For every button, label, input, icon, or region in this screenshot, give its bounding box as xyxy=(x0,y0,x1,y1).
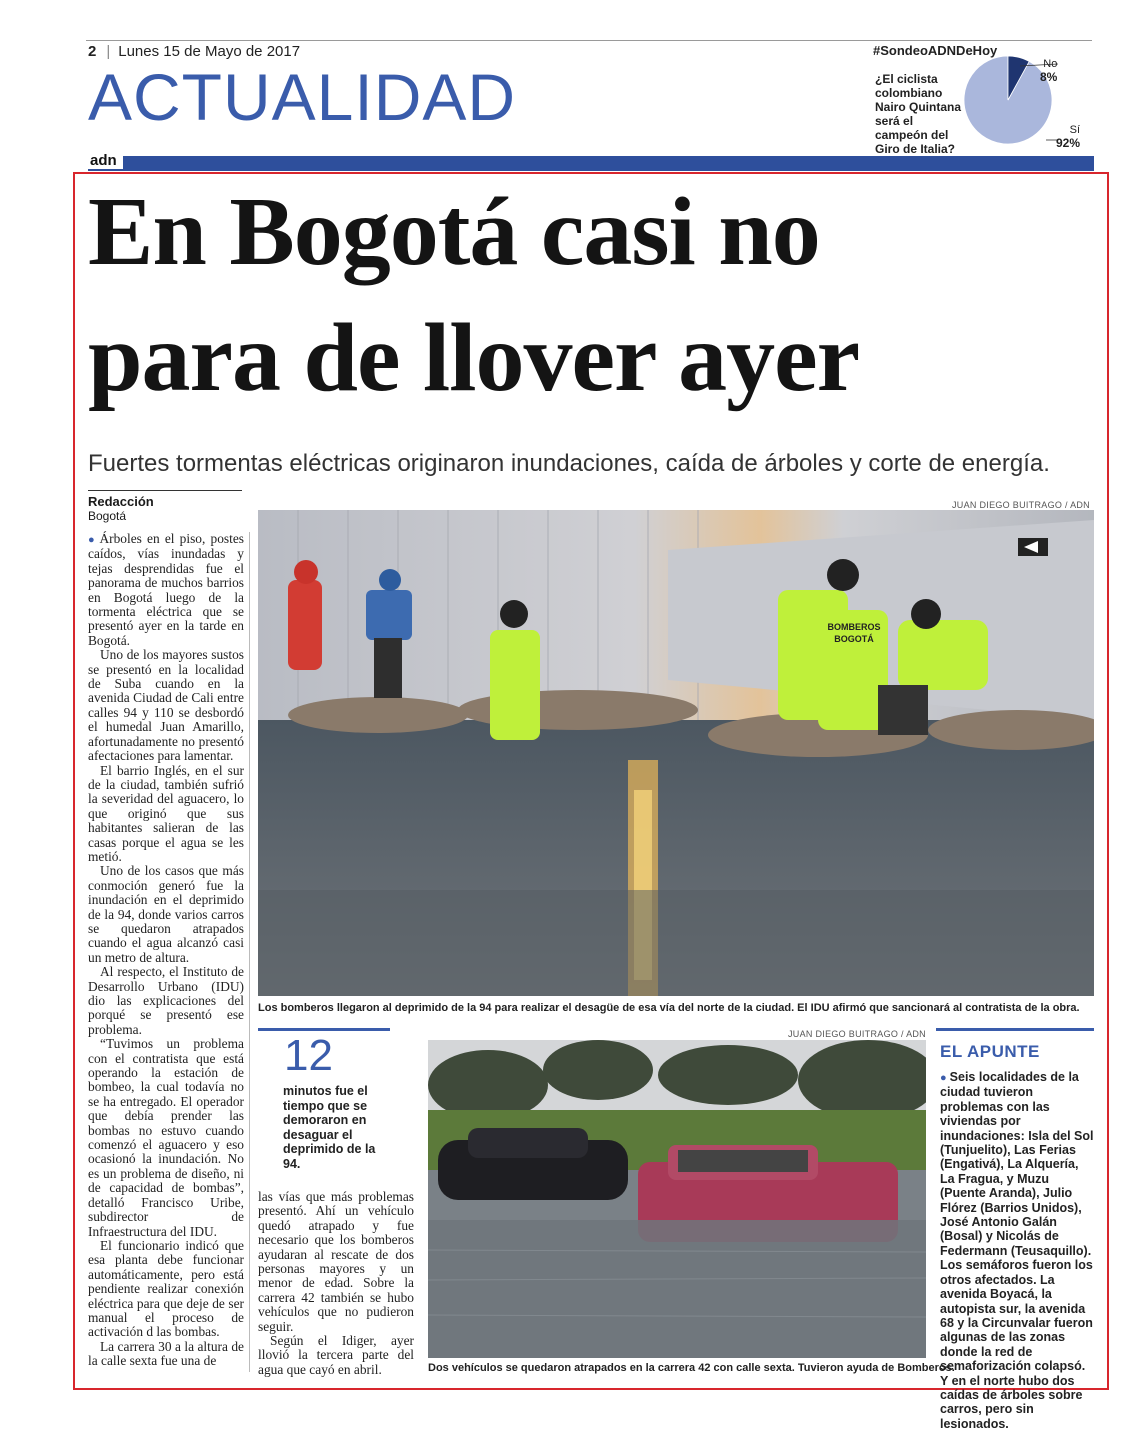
article-column-2 xyxy=(258,1190,414,1377)
bullet-dot-icon: ● xyxy=(88,534,97,546)
stat-number: 12 xyxy=(284,1031,333,1080)
pie-label-no xyxy=(1040,58,1057,84)
pie-label-si-value: 92% xyxy=(1056,136,1081,150)
apunte-paragraph: Y en el norte hubo dos caídas de árboles sobre carros, pero sin lesionados. xyxy=(940,1373,1083,1431)
photo-flooded-cars-image xyxy=(428,1040,926,1358)
photo-firefighters-image xyxy=(258,510,1094,996)
paragraph: La carrera 30 a la altura de la calle sexta fue una de xyxy=(88,1338,244,1369)
page-number: 2 xyxy=(88,43,97,60)
pie-label-no-value: 8% xyxy=(1040,70,1058,84)
paragraph: ● Árboles en el piso, postes caídos, vías inundadas y tejas desprendidas fue el panorama de muchos barrios en Bogotá luego de la tormenta eléctrica que se presentó ayer en la tarde en Bogotá. xyxy=(88,531,244,648)
brand-bar xyxy=(88,152,1094,171)
jacket-text-1: BOMBEROS xyxy=(827,622,881,632)
photo2-caption: Dos vehículos se quedaron atrapados en la carrera 42 con calle sexta. Tuvieron ayuda de Bomberos. xyxy=(428,1362,955,1374)
paragraph: Al respecto, el Instituto de Desarrollo Urbano (IDU) dio las explicaciones del porqué se presentó ese problema. xyxy=(88,964,244,1037)
header-separator: | xyxy=(106,43,111,60)
apunte-paragraph: ● Seis localidades de la ciudad tuvieron problemas con las viviendas por inundaciones: Isla del Sol (Tunjuelito), Las Ferias (Engativá), La Alquería, La Fragua, y Muzu (Puente Aranda), Julio Flórez (Barrios Unidos), José Antonio Galán (Bosal) y Nicolás de Federmann (Teusaquillo). xyxy=(940,1070,1094,1258)
pie-label-no-name: No xyxy=(1043,58,1058,70)
poll-question: ¿El ciclista colombiano Nairo Quintana será el campeón del Giro de Italia? xyxy=(875,72,962,156)
poll-hashtag: #SondeoADNDeHoy xyxy=(873,43,998,58)
byline-rule xyxy=(88,490,242,491)
subheadline: Fuertes tormentas eléctricas originaron inundaciones, caída de árboles y corte de energía. xyxy=(88,450,1050,477)
paragraph: El barrio Inglés, en el sur de la ciudad, también sufrió la severidad del aguacero, lo que originó que sus habitantes salieran de las casas porque el agua se les metió. xyxy=(88,762,244,864)
issue-date: Lunes 15 de Mayo de 2017 xyxy=(118,43,301,60)
apunte-rule xyxy=(936,1028,1094,1031)
paragraph: Uno de los casos que más conmoción generó fue la inundación en el deprimido de la 94, donde varios carros se quedaron atrapados cuando el agua alcanzó casi un metro de altura. xyxy=(88,863,244,965)
page-header xyxy=(88,43,300,60)
photo2-credit: JUAN DIEGO BUITRAGO / ADN xyxy=(787,1029,926,1039)
apunte-title: EL APUNTE xyxy=(940,1042,1040,1061)
top-rule xyxy=(86,40,1092,41)
jacket-text-2: BOGOTÁ xyxy=(834,634,874,644)
stat-text: minutos fue el tiempo que se demoraron en desaguar el deprimido de la 94. xyxy=(283,1084,376,1171)
photo-flooded-cars xyxy=(428,1040,926,1358)
photo-firefighters xyxy=(258,510,1094,996)
apunte-paragraph: Los semáforos fueron los otros afectados. La avenida Boyacá, la autopista sur, la avenida 68 y la Circunvalar fueron algunas de las zonas donde la red de semaforización colapsó. xyxy=(940,1258,1093,1374)
pie-label-si-name: Sí xyxy=(1069,124,1081,136)
paragraph: Según el Idiger, ayer llovió la tercera parte del agua que cayó en abril. xyxy=(258,1333,414,1377)
apunte-body xyxy=(940,1070,1096,1431)
bullet-dot-icon: ● xyxy=(940,1072,947,1084)
headline-line-1: En Bogotá casi no xyxy=(88,178,820,286)
paragraph: Uno de los mayores sustos se presentó en la localidad de Suba cuando en la avenida Ciudad de Cali entre calles 94 y 110 se desbordó el humedal Juan Amarillo, afortunadamente no presentó afectaciones para lamentar. xyxy=(88,647,244,764)
column-divider xyxy=(249,532,250,1372)
section-title: ACTUALIDAD xyxy=(88,60,517,134)
paragraph: El funcionario indicó que esa planta debe funcionar automáticamente, pero está pendiente realizar conexión eléctrica para que deje de ser manual el proceso de activación d las bombas. xyxy=(88,1237,244,1340)
photo1-caption: Los bomberos llegaron al deprimido de la 94 para realizar el desagüe de esa vía del norte de la ciudad. El IDU afirmó que sancionará al contratista de la obra. xyxy=(258,1002,1080,1014)
byline: Redacción xyxy=(88,494,154,509)
paragraph: las vías que más problemas presentó. Ahí un vehículo quedó atrapado y fue necesario que los bomberos ayudaran al rescate de dos personas mayores y un menor de edad. Sobre la carrera 42 también se hubo vehículos que no pudieron seguir. xyxy=(258,1189,414,1334)
article-column-1 xyxy=(88,532,244,1369)
photo1-credit: JUAN DIEGO BUITRAGO / ADN xyxy=(951,500,1090,510)
adn-logo: adn xyxy=(88,152,123,169)
byline-location: Bogotá xyxy=(88,509,127,523)
paragraph: “Tuvimos un problema con el contratista que está operando la estación de bombeo, la cual todavía no se ha entregado. El operador que debía prender las bombas no estuvo cuando comenzó el aguacero y eso ocasionó la inundación. No es un problema de diseño, ni de capacidad de bombas”, detalló Francisco Uribe, subdirector de Infraestructura del IDU. xyxy=(88,1036,244,1239)
headline xyxy=(88,180,1098,410)
headline-line-2: para de llover ayer xyxy=(88,304,860,412)
pie-label-si xyxy=(1056,124,1080,150)
